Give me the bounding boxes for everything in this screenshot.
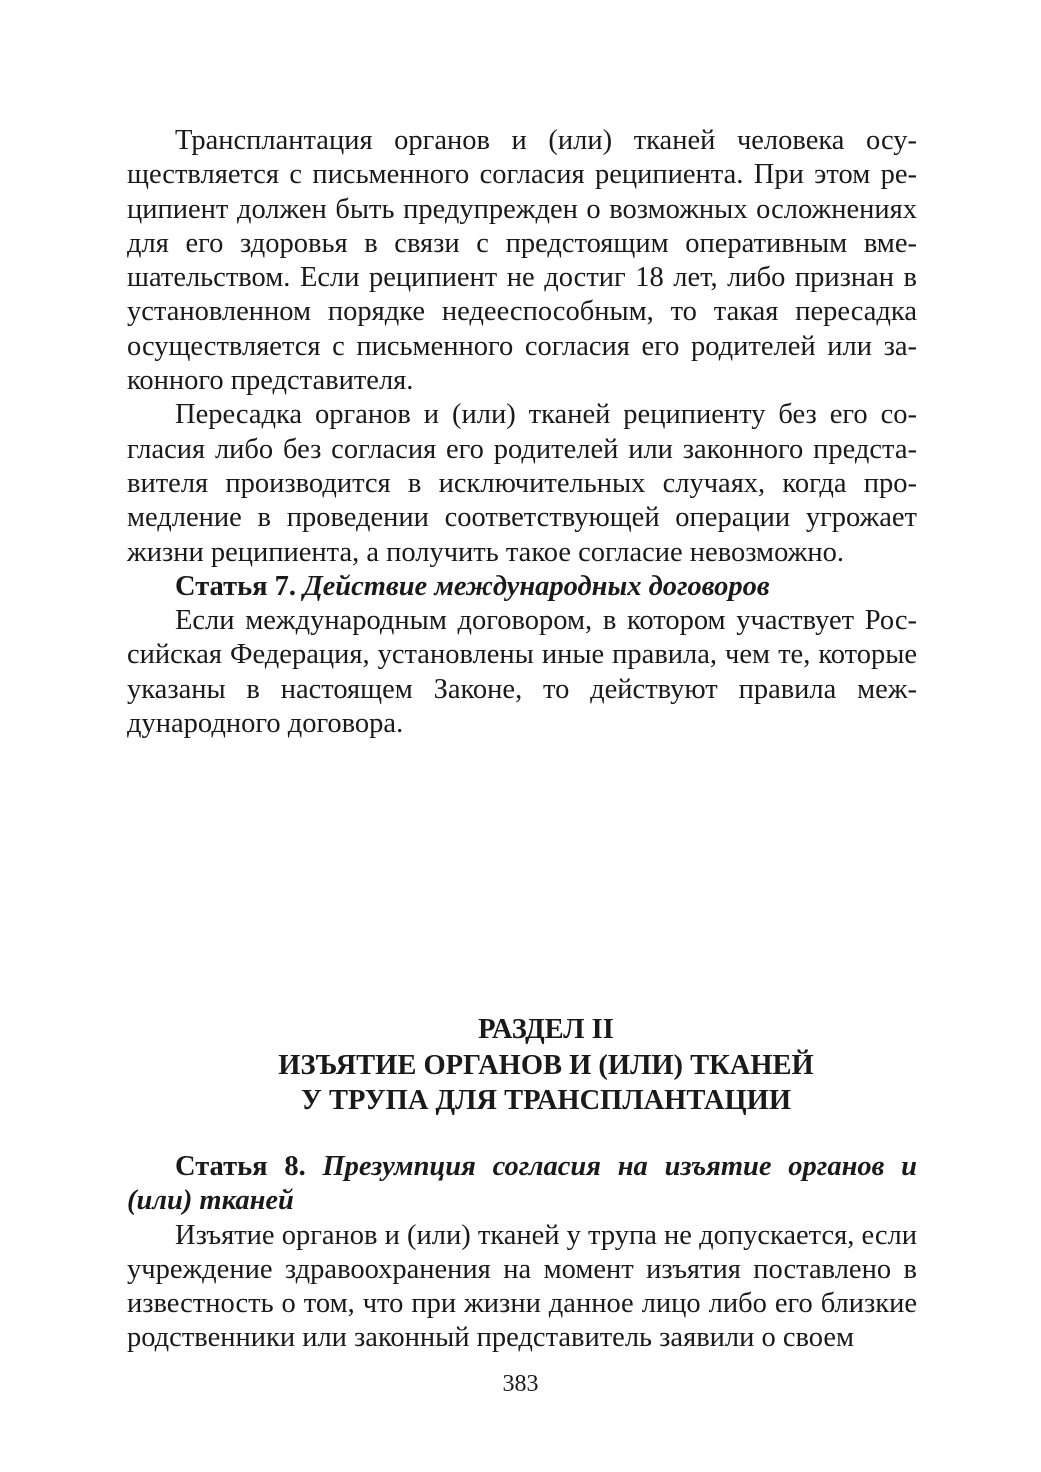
page-number: 383 — [502, 1371, 539, 1397]
article-8-text: Изъятие органов и (или) тканей у трупа не допускается, если учреждение здравоохранения на момент изъятия поставлено в известность о том, что при жизни данное лицо либо его близкие родственники или законный представитель заявили о своем — [127, 1219, 917, 1354]
paragraph-transplant-without-consent: Пересадка органов и (или) тканей реципиенту без его согласия либо без согласия его родителей или законного представителя производится в исключительных случаях, когда промедление в проведении соответствующей операции угрожает жизни реципиента, а получить такое согласие невозможно. — [127, 399, 917, 568]
paragraph-recipient-consent: Трансплантация органов и (или) тканей человека осуществляется с письменного согласия реципиента. При этом реципиент должен быть предупрежден о возможных осложнениях для его здоровья в связи с предстоящим оперативным вмешательством. Если реципиент не достиг 18 лет, либо признан в установленном порядке недееспособным, то такая пересадка осуществляется с письменного согласия его родителей или законного представителя. — [127, 125, 917, 397]
article-7-heading — [127, 570, 917, 604]
document-body — [127, 124, 917, 741]
section-title-line-1: ИЗЪЯТИЕ ОРГАНОВ И (ИЛИ) ТКАНЕЙ — [278, 1049, 814, 1081]
section-number: РАЗДЕЛ II — [478, 1014, 614, 1045]
article-8-title: Презумпция согласия на изъятие органов и (или) тканей — [127, 1151, 917, 1217]
article-7-title: Действие международных договоров — [303, 570, 770, 602]
article-8-heading — [127, 1150, 917, 1219]
article-7-text: Если международным договором, в котором участвует Российская Федерация, установлены иные правила, чем те, которые указаны в настоящем Законе, то действуют правила международного договора. — [127, 605, 917, 740]
article-7-number: Статья 7. — [175, 570, 297, 602]
section-heading — [127, 1012, 917, 1119]
section-title-line-2: У ТРУПА ДЛЯ ТРАНСПЛАНТАЦИИ — [300, 1085, 792, 1116]
article-8-number: Статья 8. — [175, 1151, 306, 1182]
document-body-lower — [127, 1150, 917, 1356]
